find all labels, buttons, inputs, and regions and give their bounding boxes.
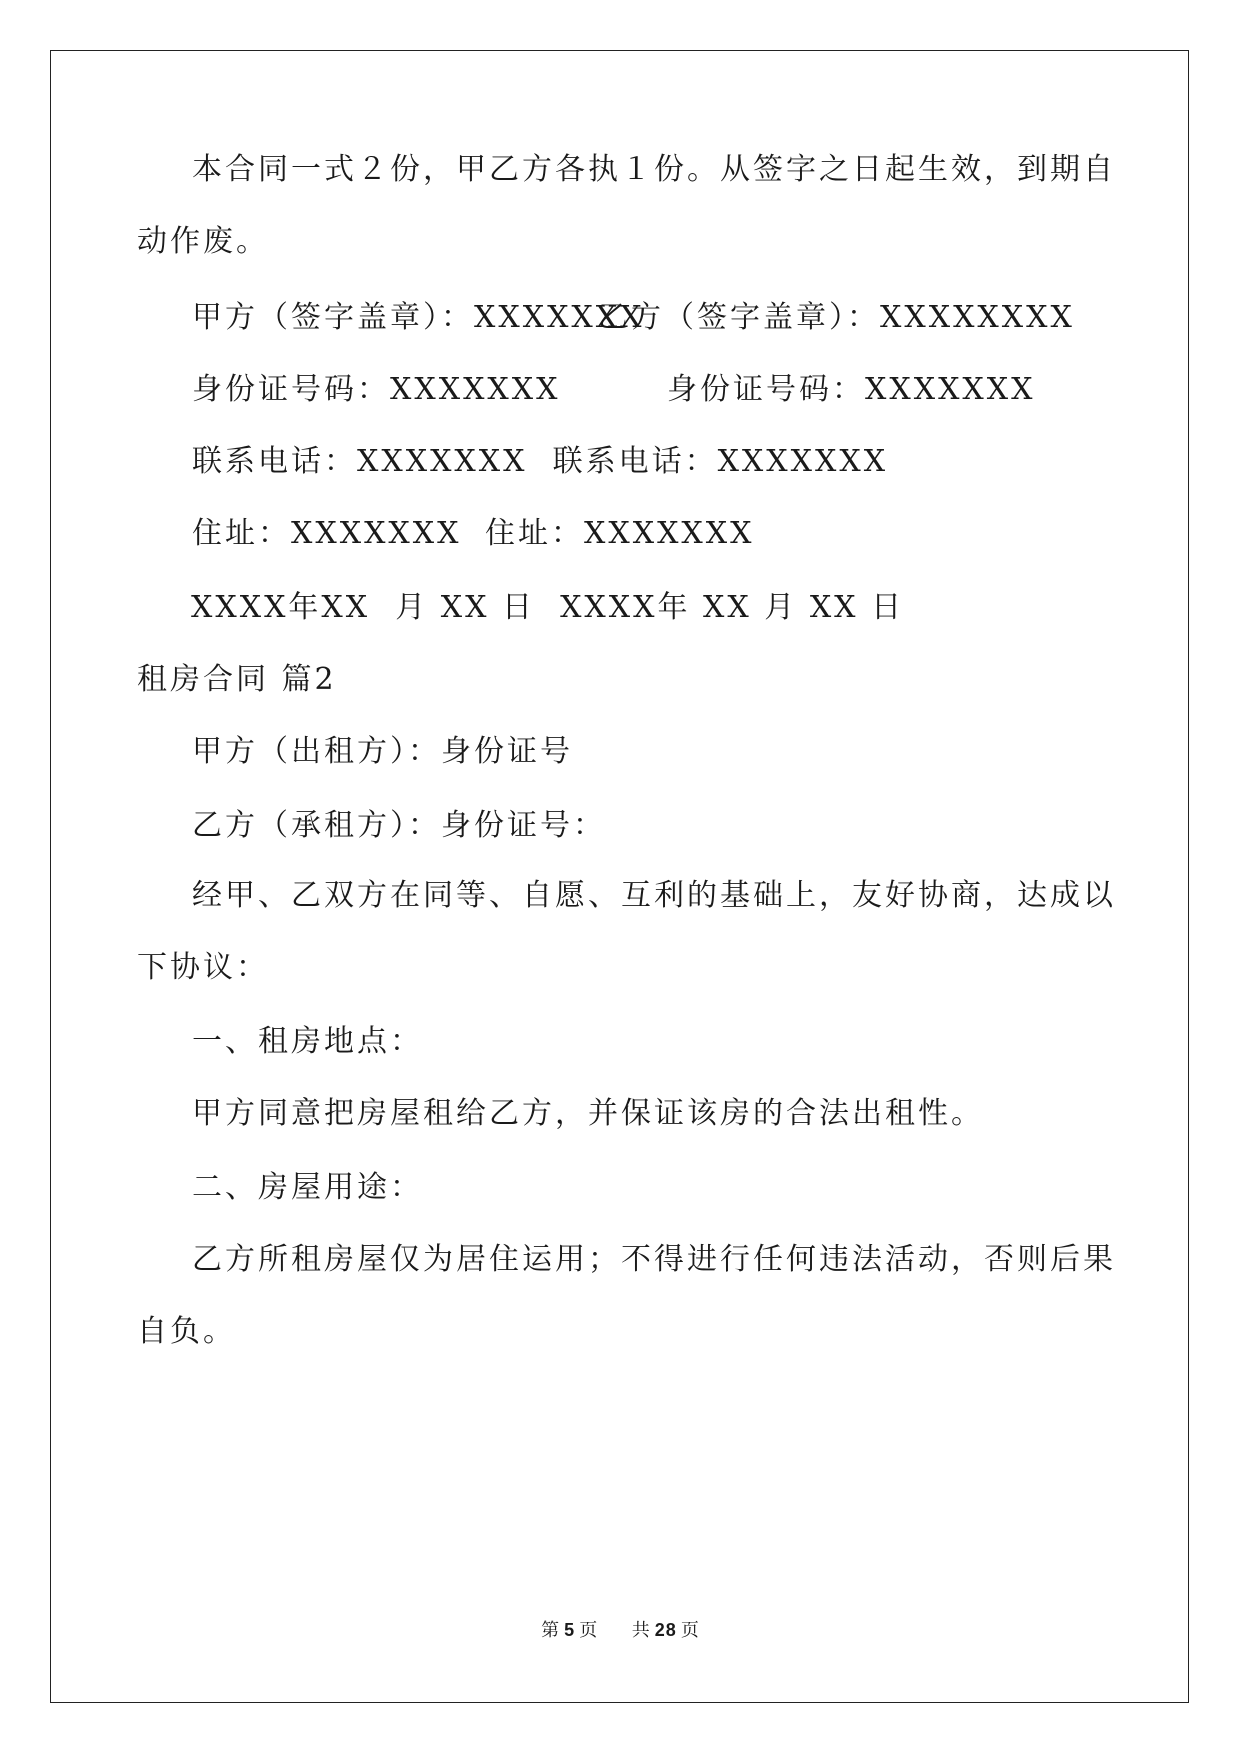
paragraph-line: 动作废。: [137, 224, 269, 259]
page-number: 5: [564, 1620, 576, 1640]
page-footer: [0, 1618, 1241, 1643]
clause-body: 自负。: [137, 1314, 236, 1349]
date-line: XXXX年XX 月 XX 日 XXXX年 XX 月 XX 日: [191, 590, 905, 625]
paragraph-line: 下协议：: [137, 950, 269, 985]
total-pages: 28: [654, 1620, 677, 1640]
party-a-lessor: 甲方（出租方）：身份证号: [192, 734, 573, 769]
footer-page-suffix: 页: [579, 1620, 599, 1641]
clause-body: 乙方所租房屋仅为居住运用；不得进行任何违法活动，否则后果: [192, 1242, 1116, 1277]
signature-party-a: 甲方（签字盖章）：XXXXXXX: [192, 300, 645, 335]
signature-party-b: 乙方（签字盖章）：XXXXXXXX: [598, 300, 1075, 335]
paragraph-line: 本合同一式２份，甲乙方各执１份。从签字之日起生效，到期自: [192, 152, 1116, 187]
id-number-party-a: 身份证号码：XXXXXXX: [192, 372, 561, 407]
footer-total-prefix: 共: [631, 1620, 651, 1641]
address-party-b: 住址：XXXXXXX: [485, 516, 755, 551]
paragraph-line: 经甲、乙双方在同等、自愿、互利的基础上，友好协商，达成以: [192, 878, 1116, 913]
clause-heading: 一、租房地点：: [192, 1024, 423, 1059]
page-frame: [50, 50, 1189, 1703]
id-number-party-b: 身份证号码：XXXXXXX: [667, 372, 1036, 407]
clause-body: 甲方同意把房屋租给乙方，并保证该房的合法出租性。: [192, 1096, 984, 1131]
party-b-lessee: 乙方（承租方）：身份证号：: [192, 808, 606, 843]
phone-line: 联系电话：XXXXXXX 联系电话：XXXXXXX: [192, 444, 889, 479]
address-party-a: 住址：XXXXXXX: [192, 516, 462, 551]
footer-prefix: 第: [541, 1620, 561, 1641]
section-title: 租房合同 篇2: [137, 662, 337, 697]
footer-total-suffix: 页: [680, 1620, 700, 1641]
clause-heading: 二、房屋用途：: [192, 1170, 423, 1205]
